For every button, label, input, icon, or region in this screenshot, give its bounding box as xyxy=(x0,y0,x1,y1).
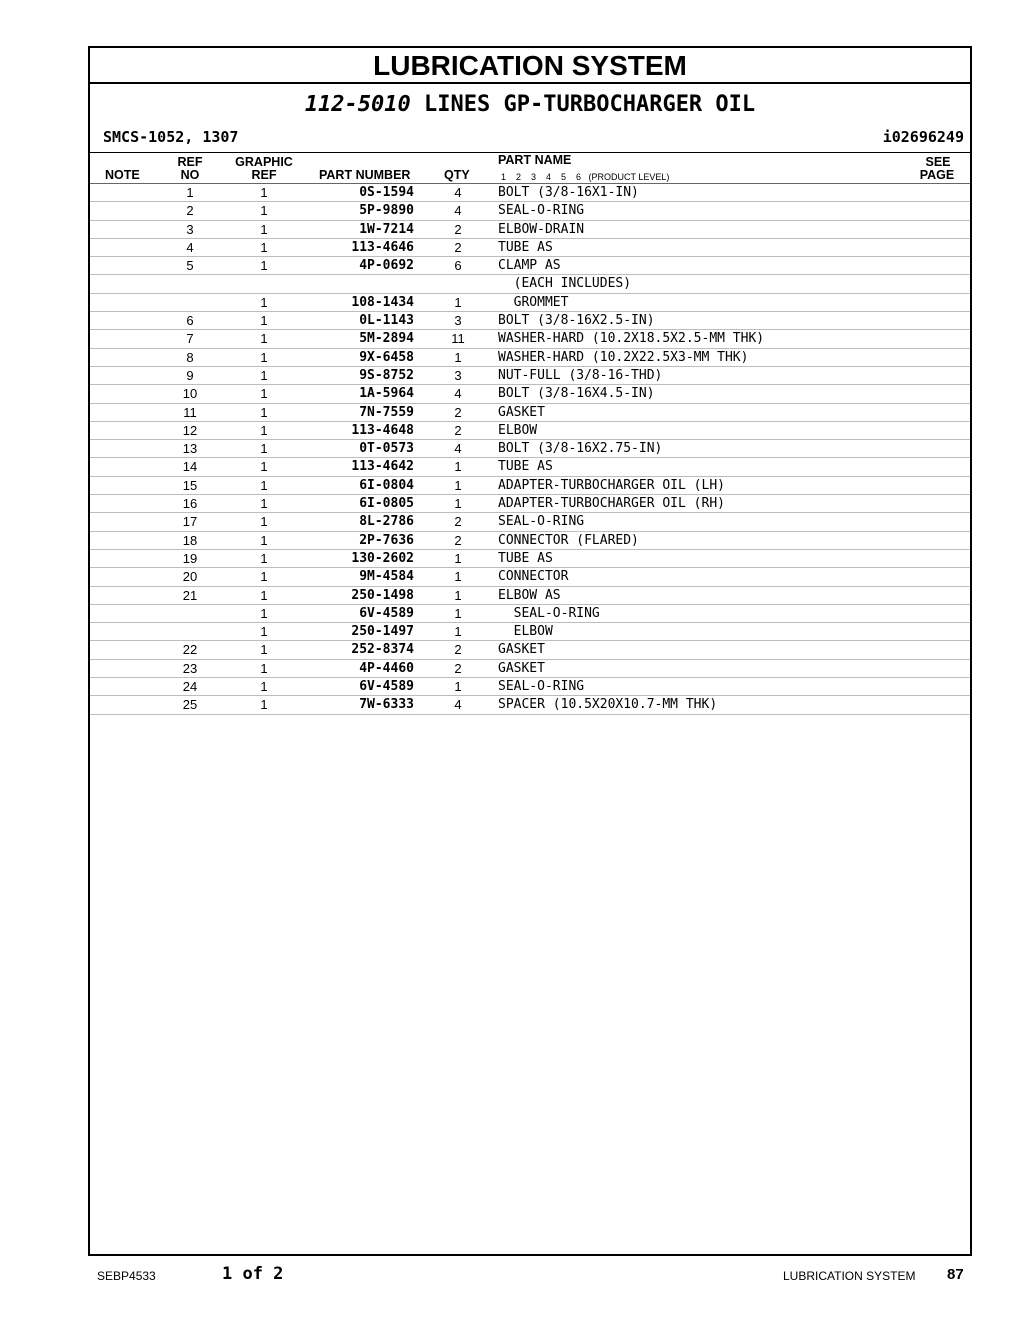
part-name: ADAPTER-TURBOCHARGER OIL (LH) xyxy=(498,477,725,493)
quantity: 1 xyxy=(454,605,462,621)
part-number: 252-8374 xyxy=(351,642,414,658)
part-number: 7N-7559 xyxy=(359,404,414,420)
part-number: 250-1498 xyxy=(351,587,414,603)
quantity: 2 xyxy=(454,404,462,420)
quantity: 2 xyxy=(454,422,462,438)
graphic-ref: 1 xyxy=(260,569,268,585)
graphic-ref: 1 xyxy=(260,459,268,475)
part-number: 130-2602 xyxy=(351,550,414,566)
graphic-ref: 1 xyxy=(260,679,268,695)
part-name: SPACER (10.5X20X10.7-MM THK) xyxy=(498,697,718,713)
ref-no: 12 xyxy=(182,422,198,438)
group-name: LINES GP-TURBOCHARGER OIL xyxy=(424,92,756,117)
quantity: 2 xyxy=(454,642,462,658)
ref-no: 3 xyxy=(186,221,194,237)
quantity: 3 xyxy=(454,313,462,329)
part-number: 113-4646 xyxy=(351,239,414,255)
ref-no: 17 xyxy=(182,514,198,530)
table-row xyxy=(90,513,970,531)
table-row xyxy=(90,532,970,550)
part-name: SEAL-O-RING xyxy=(498,514,585,530)
part-name: WASHER-HARD (10.2X22.5X3-MM THK) xyxy=(498,349,749,365)
table-row xyxy=(90,404,970,422)
graphic-ref: 1 xyxy=(260,294,268,310)
table-row xyxy=(90,696,970,714)
part-number: 0S-1594 xyxy=(359,185,414,200)
quantity: 1 xyxy=(454,550,462,566)
quantity: 2 xyxy=(454,532,462,548)
part-name: GASKET xyxy=(498,404,545,420)
graphic-ref: 1 xyxy=(260,258,268,274)
ref-no: 22 xyxy=(182,642,198,658)
graphic-ref: 1 xyxy=(260,697,268,713)
header-see-bottom: PAGE xyxy=(919,168,955,182)
table-row xyxy=(90,623,970,641)
table-row xyxy=(90,221,970,239)
graphic-ref: 1 xyxy=(260,404,268,420)
ref-no: 13 xyxy=(182,441,198,457)
table-row xyxy=(90,257,970,275)
table-row xyxy=(90,440,970,458)
table-row xyxy=(90,330,970,348)
part-name: CLAMP AS xyxy=(498,258,561,274)
part-name: GASKET xyxy=(498,660,545,676)
ref-no: 14 xyxy=(182,459,198,475)
table-row xyxy=(90,477,970,495)
graphic-ref: 1 xyxy=(260,367,268,383)
parts-list xyxy=(90,184,970,715)
quantity: 1 xyxy=(454,679,462,695)
quantity: 2 xyxy=(454,239,462,255)
graphic-ref: 1 xyxy=(260,605,268,621)
group-number: 112-5010 xyxy=(304,92,411,117)
part-name: TUBE AS xyxy=(498,550,553,566)
graphic-ref: 1 xyxy=(260,660,268,676)
table-row xyxy=(90,239,970,257)
table-row xyxy=(90,294,970,312)
group-title xyxy=(90,84,970,126)
smcs-codes: SMCS-1052, 1307 xyxy=(103,128,239,146)
part-number: 0L-1143 xyxy=(359,313,414,329)
header-part-number: PART NUMBER xyxy=(319,168,411,182)
quantity: 4 xyxy=(454,185,462,200)
part-name: (EACH INCLUDES) xyxy=(498,276,632,292)
part-number: 6V-4589 xyxy=(359,679,414,695)
illustration-id: i02696249 xyxy=(882,128,964,146)
quantity: 4 xyxy=(454,441,462,457)
graphic-ref: 1 xyxy=(260,441,268,457)
part-name: ELBOW xyxy=(498,422,538,438)
quantity: 1 xyxy=(454,496,462,512)
quantity: 1 xyxy=(454,477,462,493)
ref-no: 15 xyxy=(182,477,198,493)
part-name: ELBOW AS xyxy=(498,587,561,603)
system-title: LUBRICATION SYSTEM xyxy=(90,48,970,84)
ref-no: 2 xyxy=(186,203,194,219)
graphic-ref: 1 xyxy=(260,349,268,365)
part-name: NUT-FULL (3/8-16-THD) xyxy=(498,367,663,383)
quantity: 1 xyxy=(454,624,462,640)
table-row xyxy=(90,349,970,367)
part-name: TUBE AS xyxy=(498,459,553,475)
part-number: 6I-0805 xyxy=(359,496,414,512)
part-number: 250-1497 xyxy=(351,624,414,640)
part-name: CONNECTOR (FLARED) xyxy=(498,532,639,548)
header-qty: QTY xyxy=(444,168,470,182)
table-row xyxy=(90,678,970,696)
graphic-ref: 1 xyxy=(260,386,268,402)
ref-no: 25 xyxy=(182,697,198,713)
part-number: 8L-2786 xyxy=(359,514,414,530)
footer-doc-number: SEBP4533 xyxy=(97,1269,156,1283)
smcs-row xyxy=(90,126,970,153)
quantity: 1 xyxy=(454,569,462,585)
part-name: ADAPTER-TURBOCHARGER OIL (RH) xyxy=(498,496,725,512)
ref-no: 10 xyxy=(182,386,198,402)
ref-no: 11 xyxy=(183,404,197,420)
graphic-ref: 1 xyxy=(260,642,268,658)
quantity: 2 xyxy=(454,514,462,530)
graphic-ref: 1 xyxy=(260,422,268,438)
ref-no: 23 xyxy=(182,660,198,676)
graphic-ref: 1 xyxy=(260,313,268,329)
part-number: 113-4642 xyxy=(351,459,414,475)
quantity: 4 xyxy=(454,697,462,713)
part-name: WASHER-HARD (10.2X18.5X2.5-MM THK) xyxy=(498,331,765,347)
quantity: 6 xyxy=(454,258,462,274)
part-number: 6I-0804 xyxy=(359,477,414,493)
footer-section: LUBRICATION SYSTEM xyxy=(783,1269,916,1283)
part-name: SEAL-O-RING xyxy=(498,203,585,219)
ref-no: 19 xyxy=(182,550,198,566)
part-number: 6V-4589 xyxy=(359,605,414,621)
table-row xyxy=(90,184,970,202)
header-graphic-top: GRAPHIC xyxy=(235,155,293,169)
header-part-name: PART NAME xyxy=(498,153,572,167)
part-name: SEAL-O-RING xyxy=(498,605,600,621)
quantity: 11 xyxy=(451,331,465,347)
ref-no: 20 xyxy=(182,569,198,585)
ref-no: 24 xyxy=(182,679,198,695)
ref-no: 6 xyxy=(186,313,194,329)
graphic-ref: 1 xyxy=(260,532,268,548)
graphic-ref: 1 xyxy=(260,185,268,200)
table-row xyxy=(90,587,970,605)
part-name: CONNECTOR xyxy=(498,569,569,585)
table-row xyxy=(90,641,970,659)
table-row xyxy=(90,605,970,623)
ref-no: 1 xyxy=(186,185,194,200)
part-number: 4P-4460 xyxy=(359,660,414,676)
ref-no: 18 xyxy=(182,532,198,548)
header-note: NOTE xyxy=(105,168,140,182)
part-number: 2P-7636 xyxy=(359,532,414,548)
quantity: 2 xyxy=(454,660,462,676)
part-number: 0T-0573 xyxy=(359,441,414,457)
quantity: 2 xyxy=(454,221,462,237)
table-row xyxy=(90,550,970,568)
graphic-ref: 1 xyxy=(260,624,268,640)
header-ref-bottom: NO xyxy=(180,168,200,182)
part-name: ELBOW-DRAIN xyxy=(498,221,585,237)
footer-page-of: 1 of 2 xyxy=(222,1264,284,1284)
ref-no: 16 xyxy=(182,496,198,512)
ref-no: 4 xyxy=(186,239,194,255)
graphic-ref: 1 xyxy=(260,331,268,347)
part-number: 9X-6458 xyxy=(359,349,414,365)
part-name: SEAL-O-RING xyxy=(498,679,585,695)
header-graphic-bottom: REF xyxy=(251,168,277,182)
header-ref-top: REF xyxy=(177,155,203,169)
header-see-top: SEE xyxy=(925,155,951,169)
table-row xyxy=(90,312,970,330)
part-number: 7W-6333 xyxy=(359,697,414,713)
part-name: TUBE AS xyxy=(498,239,553,255)
part-number: 1A-5964 xyxy=(359,386,414,402)
quantity: 1 xyxy=(454,294,462,310)
table-row xyxy=(90,568,970,586)
part-name: BOLT (3/8-16X1-IN) xyxy=(498,185,639,200)
graphic-ref: 1 xyxy=(260,239,268,255)
page-footer xyxy=(0,1264,1020,1288)
part-number: 9S-8752 xyxy=(359,367,414,383)
graphic-ref: 1 xyxy=(260,221,268,237)
part-number: 5M-2894 xyxy=(359,331,414,347)
ref-no: 21 xyxy=(182,587,198,603)
quantity: 4 xyxy=(454,203,462,219)
part-number: 4P-0692 xyxy=(359,258,414,274)
quantity: 4 xyxy=(454,386,462,402)
part-number: 9M-4584 xyxy=(359,569,414,585)
table-header xyxy=(90,153,970,184)
graphic-ref: 1 xyxy=(260,587,268,603)
part-name: BOLT (3/8-16X2.75-IN) xyxy=(498,441,663,457)
part-number: 1W-7214 xyxy=(359,221,414,237)
ref-no: 9 xyxy=(186,367,194,383)
table-row xyxy=(90,495,970,513)
part-number: 108-1434 xyxy=(351,294,414,310)
graphic-ref: 1 xyxy=(260,477,268,493)
graphic-ref: 1 xyxy=(260,203,268,219)
quantity: 1 xyxy=(454,349,462,365)
table-row xyxy=(90,422,970,440)
graphic-ref: 1 xyxy=(260,550,268,566)
parts-page-frame xyxy=(88,46,972,1256)
table-row xyxy=(90,458,970,476)
footer-page-number: 87 xyxy=(947,1266,964,1283)
ref-no: 5 xyxy=(186,258,194,274)
part-name: BOLT (3/8-16X4.5-IN) xyxy=(498,386,655,402)
table-row xyxy=(90,385,970,403)
ref-no: 7 xyxy=(186,331,194,347)
part-number: 113-4648 xyxy=(351,422,414,438)
part-name: GROMMET xyxy=(498,294,569,310)
quantity: 1 xyxy=(454,459,462,475)
table-row xyxy=(90,660,970,678)
quantity: 1 xyxy=(454,587,462,603)
ref-no: 8 xyxy=(186,349,194,365)
header-product-level: 1 2 3 4 5 6 (PRODUCT LEVEL) xyxy=(501,172,670,182)
table-row xyxy=(90,275,970,293)
part-number: 5P-9890 xyxy=(359,203,414,219)
table-row xyxy=(90,202,970,220)
graphic-ref: 1 xyxy=(260,496,268,512)
table-row xyxy=(90,367,970,385)
part-name: BOLT (3/8-16X2.5-IN) xyxy=(498,313,655,329)
graphic-ref: 1 xyxy=(260,514,268,530)
part-name: ELBOW xyxy=(498,624,553,640)
part-name: GASKET xyxy=(498,642,545,658)
quantity: 3 xyxy=(454,367,462,383)
